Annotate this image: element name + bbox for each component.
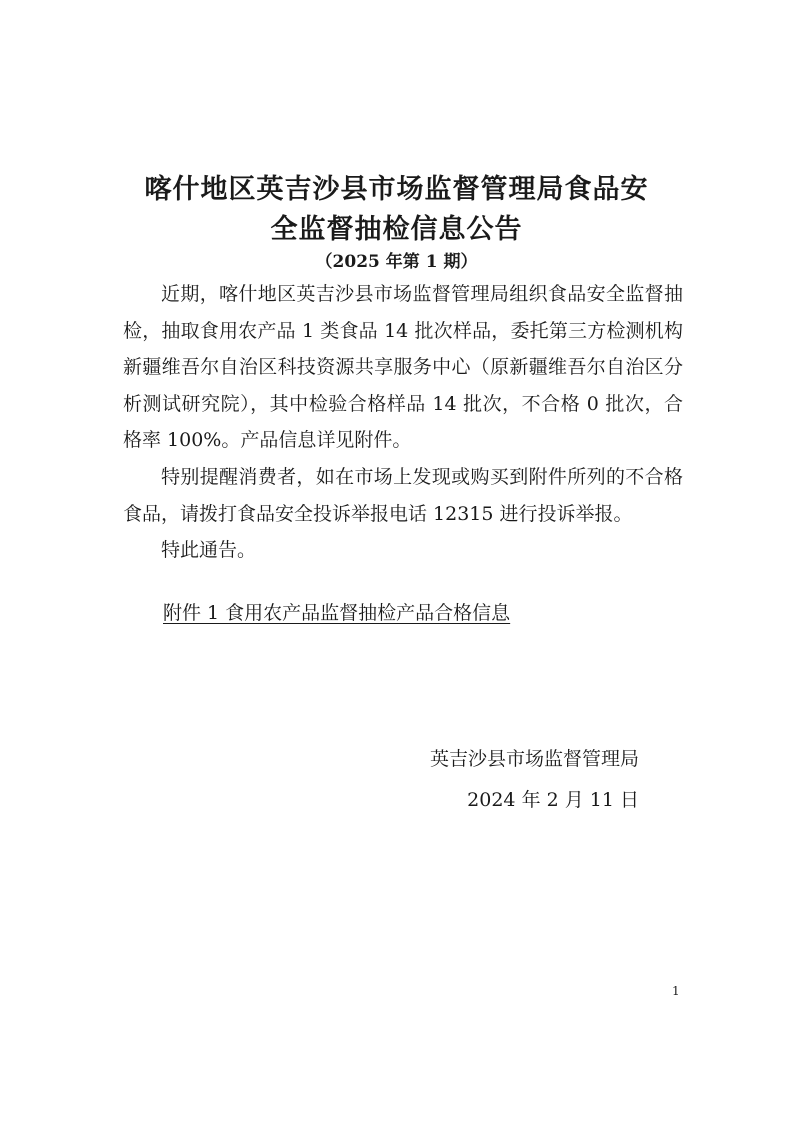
page-number: 1 <box>672 984 680 998</box>
issue-number: （2025 年第 1 期） <box>315 252 478 272</box>
signature-date: 2024 年 2 月 11 日 <box>467 789 639 811</box>
body-paragraph-2: 特别提醒消费者，如在市场上发现或购买到附件所列的不合格食品，请拨打食品安全投诉举报电话 12315 进行投诉举报。 <box>123 466 683 525</box>
attachment-link[interactable]: 附件 1 食用农产品监督抽检产品合格信息 <box>163 602 511 624</box>
body-paragraph-3: 特此通告。 <box>161 539 257 561</box>
document-title-line2: 全监督抽检信息公告 <box>270 214 523 245</box>
body-paragraph-1: 近期，喀什地区英吉沙县市场监督管理局组织食品安全监督抽检，抽取食用农产品 1 类食品 14 批次样品，委托第三方检测机构新疆维吾尔自治区科技资源共享服务中心（原新疆维吾尔自治区分析测试研究院），其中检验合格样品 14 批次，不合格 0 批次，合格率 100%。产品信息详见附件。 <box>123 283 683 451</box>
signature-organization: 英吉沙县市场监督管理局 <box>429 748 639 770</box>
document-title-line1: 喀什地区英吉沙县市场监督管理局食品安 <box>144 174 649 205</box>
